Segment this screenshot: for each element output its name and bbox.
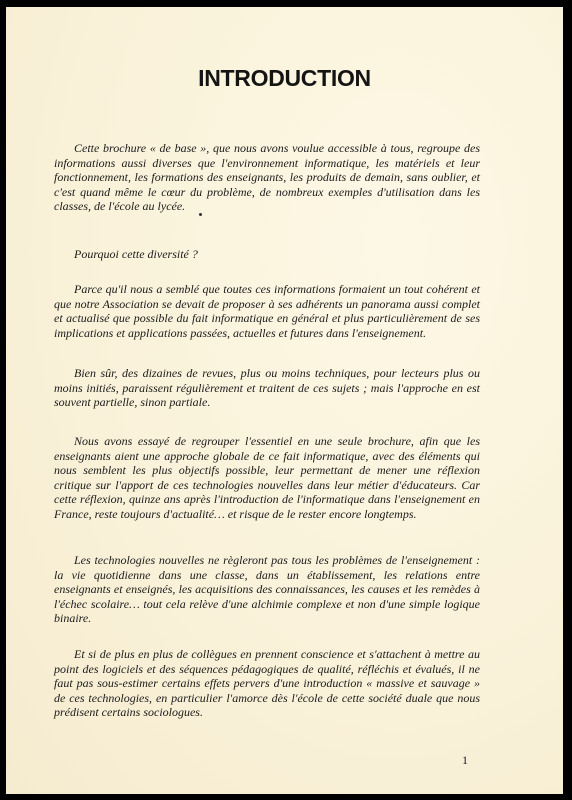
paragraph-brochure: Nous avons essayé de regrouper l'essentiel en une seule brochure, afin que les enseignants aient une approche globale de ce fait informatique, avec des éléments qui nous semblent les plus objectifs possible, leur permettant de mener une réflexion critique sur l'apport de ces technologies nouvelles dans leur métier d'éducateurs. Car cette réflexion, quinze ans après l'introduction de l'informatique dans l'enseignement en France, reste toujours d'actualité… et risque de le rester encore longtemps. bbox=[54, 434, 480, 521]
document-page bbox=[6, 7, 563, 794]
ink-speck bbox=[199, 213, 202, 216]
paragraph-answer: Parce qu'il nous a semblé que toutes ces informations formaient un tout cohérent et que notre Association se devait de proposer à ses adhérents un panorama aussi complet et actualisé que possible du fait informatique en général et plus particulièrement de ses implications et applications passées, actuelles et futures dans l'enseignement. bbox=[54, 282, 480, 340]
paragraph-reviews: Bien sûr, des dizaines de revues, plus ou moins techniques, pour lecteurs plus ou moins initiés, paraissent régulièrement et traitent de ces sujets ; mais l'approche en est souvent partielle, sinon partiale. bbox=[54, 366, 480, 409]
paragraph-colleagues: Et si de plus en plus de collègues en prennent conscience et s'attachent à mettre au point des logiciels et des séquences pédagogiques de qualité, réfléchis et évalués, il ne faut pas sous-estimer certains effets pervers d'une introduction « massive et sauvage » de ces technologies, en particulier l'amorce dès l'école de cette société duale que nous prédisent certains sociologues. bbox=[54, 647, 480, 719]
paragraph-intro: Cette brochure « de base », que nous avons voulue accessible à tous, regroupe des informations aussi diverses que l'environnement informatique, les matériels et leur fonctionnement, les formations des enseignants, les produits de demain, sans oublier, et c'est quand même le cœur du problème, de nombreux exemples d'utilisation dans les classes, de l'école au lycée. bbox=[54, 141, 480, 213]
page-number: 1 bbox=[462, 753, 468, 767]
page-title: INTRODUCTION bbox=[198, 65, 371, 91]
paragraph-technologies: Les technologies nouvelles ne règleront pas tous les problèmes de l'enseignement : la vie quotidienne dans une classe, dans un établissement, les relations entre enseignants et enseignés, les acquisitions des connaissances, les causes et les remèdes à l'échec scolaire… tout cela relève d'une alchimie complexe et non d'une simple logique binaire. bbox=[54, 553, 480, 625]
paragraph-question: Pourquoi cette diversité ? bbox=[74, 247, 198, 261]
